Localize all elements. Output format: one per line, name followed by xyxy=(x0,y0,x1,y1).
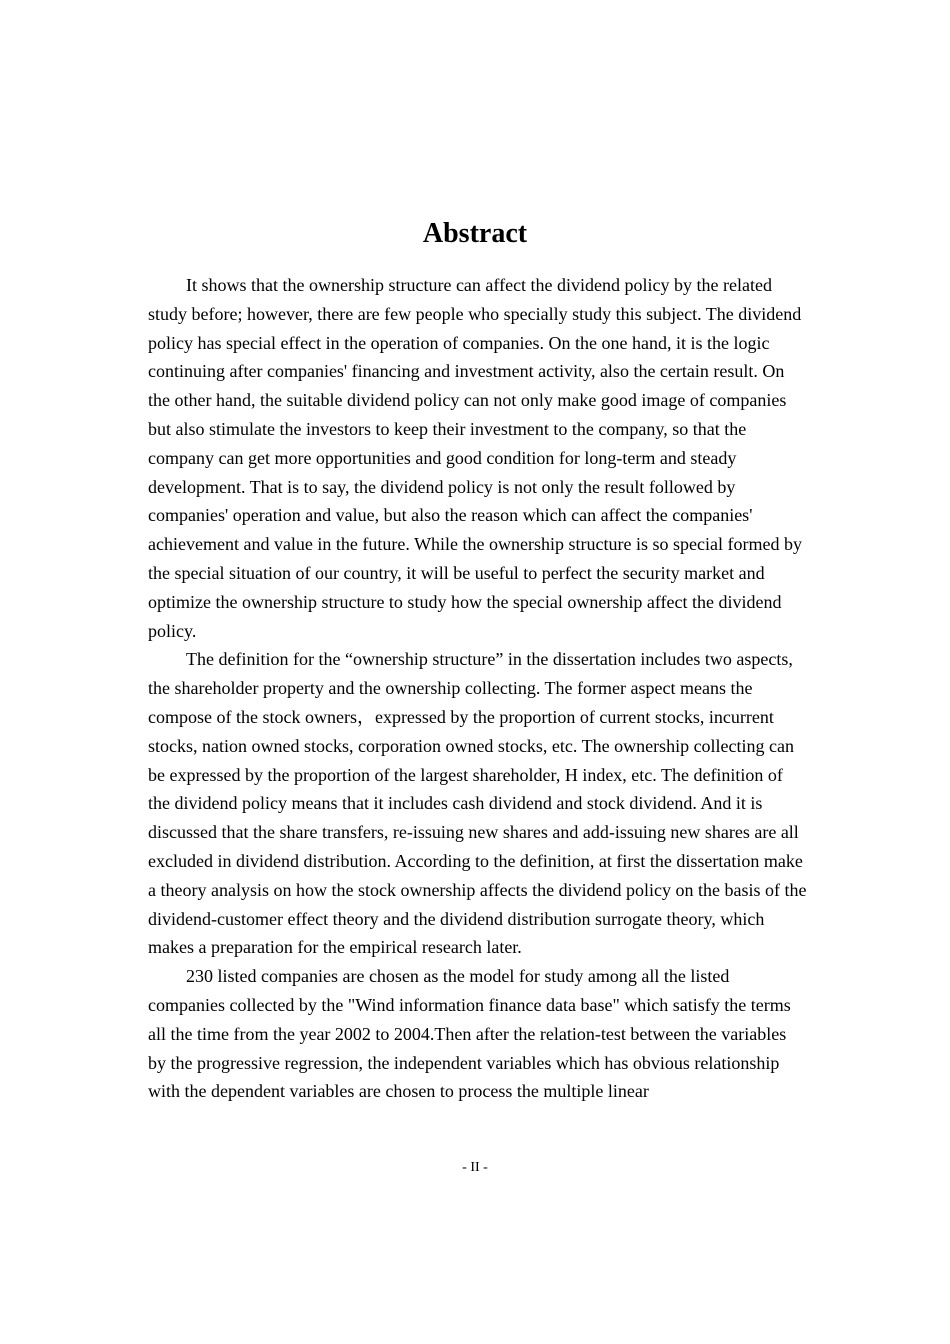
abstract-title: Abstract xyxy=(422,218,528,249)
abstract-body xyxy=(148,271,808,1106)
abstract-paragraph-2: The definition for the “ownership structure” in the dissertation includes two aspects, the shareholder property and the ownership collecting. The former aspect means the compose of the stock owners，expressed by the proportion of current stocks, incurrent stocks, nation owned stocks, corporation owned stocks, etc. The ownership collecting can be expressed by the proportion of the largest shareholder, H index, etc. The definition of the dividend policy means that it includes cash dividend and stock dividend. And it is discussed that the share transfers, re-issuing new shares and add-issuing new shares are all excluded in dividend distribution. According to the definition, at first the dissertation make a theory analysis on how the stock ownership affects the dividend policy on the basis of the dividend-customer effect theory and the dividend distribution surrogate theory, which makes a preparation for the empirical research later. xyxy=(148,649,807,958)
abstract-paragraph-1: It shows that the ownership structure can affect the dividend policy by the related study before; however, there are few people who specially study this subject. The dividend policy has special effect in the operation of companies. On the one hand, it is the logic continuing after companies' financing and investment activity, also the certain result. On the other hand, the suitable dividend policy can not only make good image of companies but also stimulate the investors to keep their investment to the company, so that the company can get more opportunities and good condition for long-term and steady development. That is to say, the dividend policy is not only the result followed by companies' operation and value, but also the reason which can affect the companies' achievement and value in the future. While the ownership structure is so special formed by the special situation of our country, it will be useful to perfect the security market and optimize the ownership structure to study how the special ownership affect the dividend policy. xyxy=(148,275,802,641)
abstract-paragraph-3: 230 listed companies are chosen as the model for study among all the listed companies collected by the "Wind information finance data base" which satisfy the terms all the time from the year 2002 to 2004.Then after the relation-test between the variables by the progressive regression, the independent variables which has obvious relationship with the dependent variables are chosen to process the multiple linear xyxy=(148,966,791,1102)
page-number: - II - xyxy=(462,1160,488,1175)
